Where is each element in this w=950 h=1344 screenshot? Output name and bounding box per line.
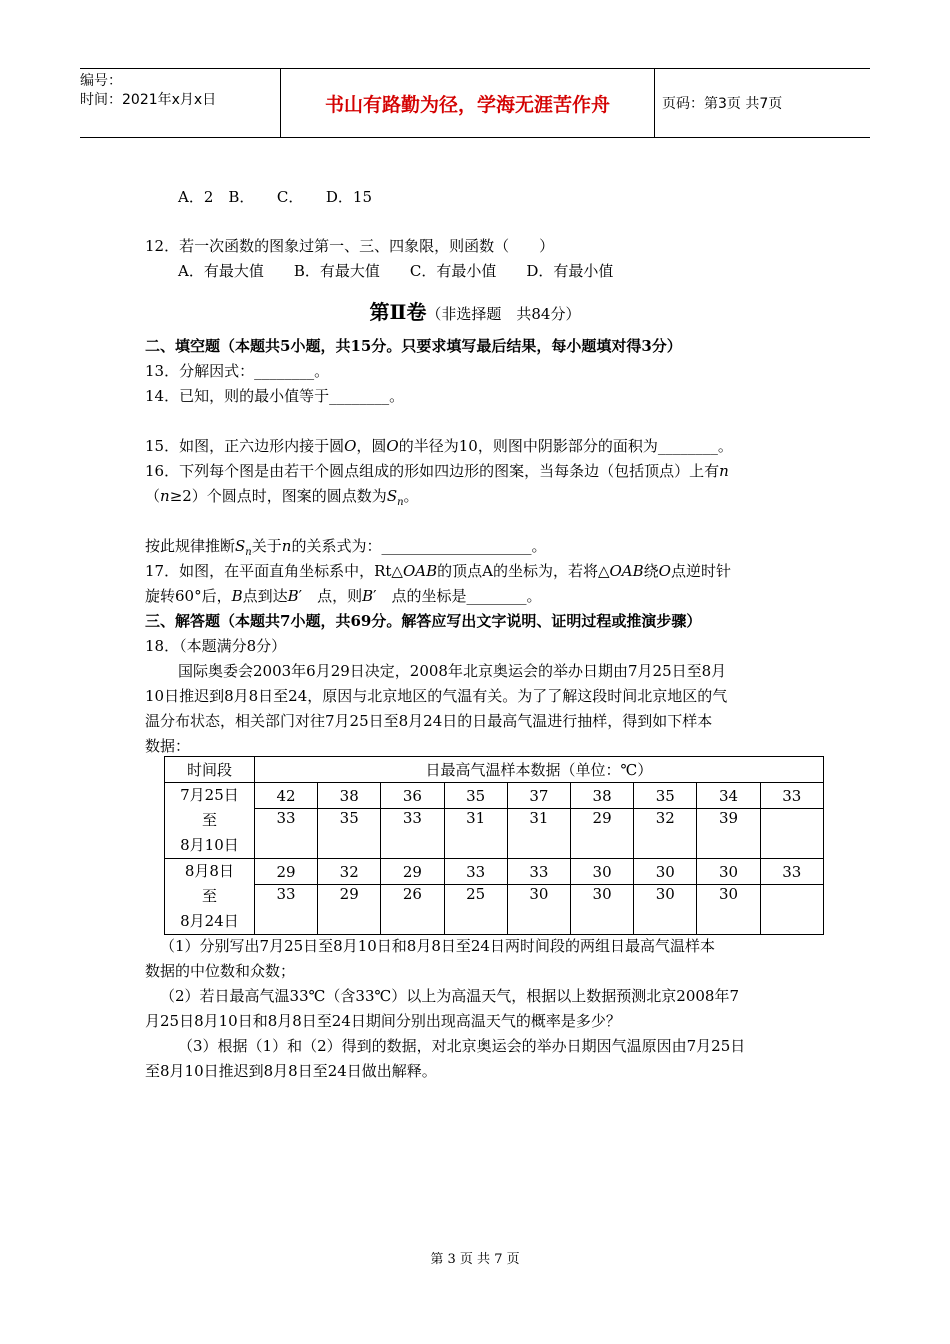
q18-p2: 10日推迟到8月8日至24，原因与北京地区的气温有关。为了了解这段时间北京地区的气 — [145, 687, 728, 705]
q16-n2: n — [160, 487, 170, 505]
table-header-data: 日最高气温样本数据（单位：℃） — [254, 757, 823, 783]
table-row — [165, 809, 824, 859]
table-row — [165, 885, 824, 935]
header-left — [80, 69, 280, 137]
group2-period — [165, 859, 255, 935]
table-cell: 30 — [507, 885, 570, 935]
q17-text-d: 点逆时针 — [670, 562, 731, 580]
part2-title: 第Ⅱ卷 — [369, 300, 427, 324]
number-label: 编号： — [80, 73, 122, 89]
q16-n1: n — [719, 462, 729, 480]
table-cell: 33 — [254, 885, 317, 935]
table-cell: 30 — [570, 859, 633, 885]
q16-rule — [145, 535, 546, 558]
q17-text-a: 17．如图，在平面直角坐标系中，Rt△ — [145, 562, 403, 580]
q16-text-b: （ — [145, 487, 161, 505]
table-cell: 31 — [444, 809, 507, 859]
q17-b2: B — [287, 587, 299, 605]
q15-o2: O — [386, 437, 399, 455]
table-header-period: 时间段 — [165, 757, 255, 783]
temperature-table — [164, 756, 824, 935]
table-cell: 39 — [697, 809, 760, 859]
q18-s1a: （1）分别写出7月25日至8月10日和8月8日至24日两时间段的两组日最高气温样本 — [160, 937, 715, 955]
q12-options: A．有最大值 B．有最大值 C．有最小值 D．有最小值 — [178, 262, 614, 280]
q17-oab1: OAB — [402, 562, 438, 580]
q16-text-c: ≥2）个圆点时，图案的圆点数为 — [169, 487, 387, 505]
section3-heading: 三、解答题（本题共7小题，共69分。解答应写出文字说明、证明过程或推演步骤） — [145, 612, 702, 630]
table-cell: 38 — [318, 783, 381, 809]
table-cell: 35 — [444, 783, 507, 809]
q17-text-c: 绕 — [643, 562, 659, 580]
q17-line1 — [145, 560, 731, 581]
part2-title-row — [0, 296, 950, 325]
table-cell: 29 — [318, 885, 381, 935]
q17-text-f: 点到达 — [242, 587, 288, 605]
q13: 13．分解因式：________。 — [145, 362, 330, 380]
q18-title: 18．（本题满分8分） — [145, 637, 287, 655]
table-cell: 35 — [318, 809, 381, 859]
q18-s1b: 数据的中位数和众数； — [145, 962, 296, 980]
q18-p3: 温分布状态，相关部门对往7月25日至8月24日的日最高气温进行抽样，得到如下样本 — [145, 712, 713, 730]
table-row — [165, 859, 824, 885]
part2-subtitle: （非选择题 共84分） — [426, 305, 581, 323]
date-label: 时间：2021年x月x日 — [80, 92, 217, 108]
q18-s2b: 月25日8月10日和8月8日至24日期间分别出现高温天气的概率是多少？ — [145, 1012, 621, 1030]
q18-p1: 国际奥委会2003年6月29日决定，2008年北京奥运会的举办日期由7月25日至8月 — [178, 662, 727, 680]
q15-o1: O — [344, 437, 357, 455]
table-cell: 31 — [507, 809, 570, 859]
page-footer: 第 3 页 共 7 页 — [430, 1252, 520, 1267]
table-cell: 29 — [381, 859, 444, 885]
table-cell: 30 — [697, 859, 760, 885]
table-cell: 33 — [254, 809, 317, 859]
q15-text-b: ，圆 — [356, 437, 387, 455]
table-cell: 33 — [444, 859, 507, 885]
q16-text-a: 16．下列每个图是由若干个圆点组成的形如四边形的图案，当每条边（包括顶点）上有 — [145, 462, 720, 480]
table-cell: 30 — [634, 885, 697, 935]
q16-text-d: 。 — [403, 487, 419, 505]
table-row — [165, 783, 824, 809]
q17-text-g: ′ 点，则 — [298, 587, 363, 605]
q16-line2 — [145, 485, 419, 508]
table-cell: 33 — [381, 809, 444, 859]
table-cell: 37 — [507, 783, 570, 809]
table-cell: 30 — [634, 859, 697, 885]
table-cell: 42 — [254, 783, 317, 809]
table-cell: 32 — [634, 809, 697, 859]
header-motto: 书山有路勤为径，学海无涯苦作舟 — [280, 69, 655, 137]
table-cell — [760, 809, 823, 859]
section2-heading: 二、填空题（本题共5小题，共15分。只要求填写最后结果，每小题填对得3分） — [145, 337, 682, 355]
q16-sub2: n — [245, 547, 252, 558]
table-header-row — [165, 757, 824, 783]
q16-rule-b: 关于 — [251, 537, 282, 555]
group1-period — [165, 783, 255, 859]
group1-line: 至 — [201, 811, 217, 829]
q16-s2: S — [235, 537, 246, 555]
table-cell: 25 — [444, 885, 507, 935]
q16-rule-a: 按此规律推断 — [145, 537, 236, 555]
q18-s2a: （2）若日最高气温33℃（含33℃）以上为高温天气，根据以上数据预测北京2008年7 — [160, 987, 739, 1005]
header-page-label: 页码：第3页 共7页 — [662, 96, 783, 112]
table-cell: 26 — [381, 885, 444, 935]
q17-text-b: 的顶点A的坐标为，若将△ — [437, 562, 610, 580]
q17-b1: B — [231, 587, 243, 605]
table-cell: 29 — [570, 809, 633, 859]
table-cell: 33 — [760, 783, 823, 809]
group2-line: 8月24日 — [180, 912, 239, 930]
page-header — [80, 68, 870, 138]
q12-stem: 12．若一次函数的图象过第一、三、四象限，则函数（ ） — [145, 237, 555, 255]
table-cell: 29 — [254, 859, 317, 885]
table-cell — [760, 885, 823, 935]
q18-p4: 数据： — [145, 737, 191, 755]
table-cell: 30 — [697, 885, 760, 935]
q16-n3: n — [281, 537, 292, 555]
table-cell: 33 — [760, 859, 823, 885]
q15-text-a: 15．如图，正六边形内接于圆 — [145, 437, 345, 455]
q16-s: S — [386, 487, 398, 505]
table-cell: 35 — [634, 783, 697, 809]
q17-b3: B — [362, 587, 374, 605]
q17-oab2: OAB — [609, 562, 644, 580]
q18-s3b: 至8月10日推迟到8月8日至24日做出解释。 — [145, 1062, 437, 1080]
table-cell: 36 — [381, 783, 444, 809]
q18-s3a: （3）根据（1）和（2）得到的数据，对北京奥运会的举办日期因气温原因由7月25日 — [178, 1037, 746, 1055]
group1-line: 8月10日 — [180, 836, 239, 854]
q15 — [145, 435, 733, 456]
q16-sub: n — [397, 497, 404, 508]
group1-line: 7月25日 — [180, 786, 239, 804]
table-cell: 32 — [318, 859, 381, 885]
q15-text-c: 的半径为10，则图中阴影部分的面积为________。 — [398, 437, 733, 455]
q17-line2 — [145, 585, 542, 606]
group2-line: 至 — [201, 887, 217, 905]
q16-rule-c: 的关系式为：____________________。 — [291, 537, 547, 555]
q17-o: O — [658, 562, 671, 580]
group2-line: 8月8日 — [184, 862, 234, 880]
table-cell: 38 — [570, 783, 633, 809]
table-cell: 33 — [507, 859, 570, 885]
q11-options: A．2 B． C． D．15 — [178, 188, 372, 206]
q16-line1 — [145, 460, 729, 481]
table-cell: 34 — [697, 783, 760, 809]
table-cell: 30 — [570, 885, 633, 935]
q14: 14．已知，则的最小值等于________。 — [145, 387, 405, 405]
q17-text-h: ′ 点的坐标是________。 — [373, 587, 542, 605]
q17-text-e: 旋转60°后， — [145, 587, 232, 605]
